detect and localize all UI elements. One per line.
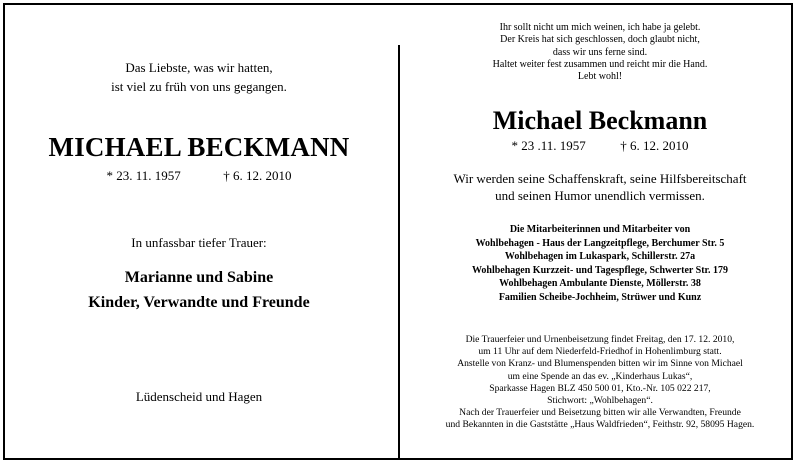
colleague-line: Wohlbehagen im Lukaspark, Schillerstr. 27a	[504, 251, 696, 263]
notice-line: und Bekannten in die Gaststätte „Haus Waldfrieden“, Feithstr. 92, 58095 Hagen.	[445, 419, 755, 431]
location: Lüdenscheid und Hagen	[135, 389, 263, 404]
notice-line: Die Trauerfeier und Urnenbeisetzung findet Freitag, den 17. 12. 2010,	[465, 334, 735, 345]
mourners	[5, 265, 393, 315]
poem-line: dass wir uns ferne sind.	[552, 46, 648, 58]
right-deceased-name: Michael Beckmann	[492, 106, 708, 135]
right-dates	[405, 138, 795, 154]
birth-date: * 23 .11. 1957	[511, 138, 586, 153]
colleague-line: Wohlbehagen - Haus der Langzeitpflege, Berchumer Str. 5	[475, 237, 725, 249]
poem-line: Lebt wohl!	[577, 71, 623, 83]
notice-line: um eine Spende an das ev. „Kinderhaus Lukas“,	[507, 370, 693, 382]
quote-line: ist viel zu früh von uns gegangen.	[111, 79, 287, 94]
left-deceased-name: MICHAEL BECKMANN	[48, 132, 350, 162]
right-notice	[405, 0, 795, 463]
tribute-line: Wir werden seine Schaffenskraft, seine Hilfsbereitschaft	[453, 171, 747, 186]
death-date: † 6. 12. 2010	[620, 138, 689, 153]
poem	[405, 22, 795, 83]
death-date: † 6. 12. 2010	[223, 168, 292, 183]
mourners-line: Marianne und Sabine	[124, 269, 274, 286]
notice-line: um 11 Uhr auf dem Niederfeld-Friedhof in Hohenlimburg statt.	[478, 346, 722, 358]
colleague-line: Die Mitarbeiterinnen und Mitarbeiter von	[509, 224, 691, 235]
left-quote	[5, 58, 393, 96]
colleague-line: Wohlbehagen Ambulante Dienste, Möllerstr. 38	[499, 278, 701, 290]
poem-line: Haltet weiter fest zusammen und reicht mir die Hand.	[492, 58, 708, 70]
tribute	[405, 170, 795, 204]
notice-line: Sparkasse Hagen BLZ 450 500 01, Kto.-Nr. 105 022 217,	[489, 382, 711, 394]
birth-date: * 23. 11. 1957	[106, 168, 181, 183]
notice-line: Anstelle von Kranz- und Blumenspenden bitten wir im Sinne von Michael	[457, 358, 743, 370]
colleagues	[405, 223, 795, 305]
notice-line: Stichwort: „Wohlbehagen“.	[547, 395, 653, 407]
tribute-line: und seinen Humor unendlich vermissen.	[495, 188, 705, 203]
quote-line: Das Liebste, was wir hatten,	[125, 60, 273, 75]
funeral-notice	[405, 334, 795, 432]
notice-line: Nach der Trauerfeier und Beisetzung bitten wir alle Verwandten, Freunde	[459, 407, 741, 419]
poem-line: Der Kreis hat sich geschlossen, doch glaubt nicht,	[500, 34, 700, 46]
mourners-line: Kinder, Verwandte und Freunde	[88, 294, 310, 311]
left-dates	[5, 168, 393, 184]
colleague-line: Familien Scheibe-Jochheim, Strüwer und Kunz	[498, 291, 702, 303]
colleague-line: Wohlbehagen Kurzzeit- und Tagespflege, Schwerter Str. 179	[471, 264, 729, 276]
mourning-intro: In unfassbar tiefer Trauer:	[131, 235, 267, 250]
poem-line: Ihr sollt nicht um mich weinen, ich habe ja gelebt.	[499, 22, 701, 33]
column-divider	[398, 45, 400, 458]
left-notice	[5, 0, 393, 463]
